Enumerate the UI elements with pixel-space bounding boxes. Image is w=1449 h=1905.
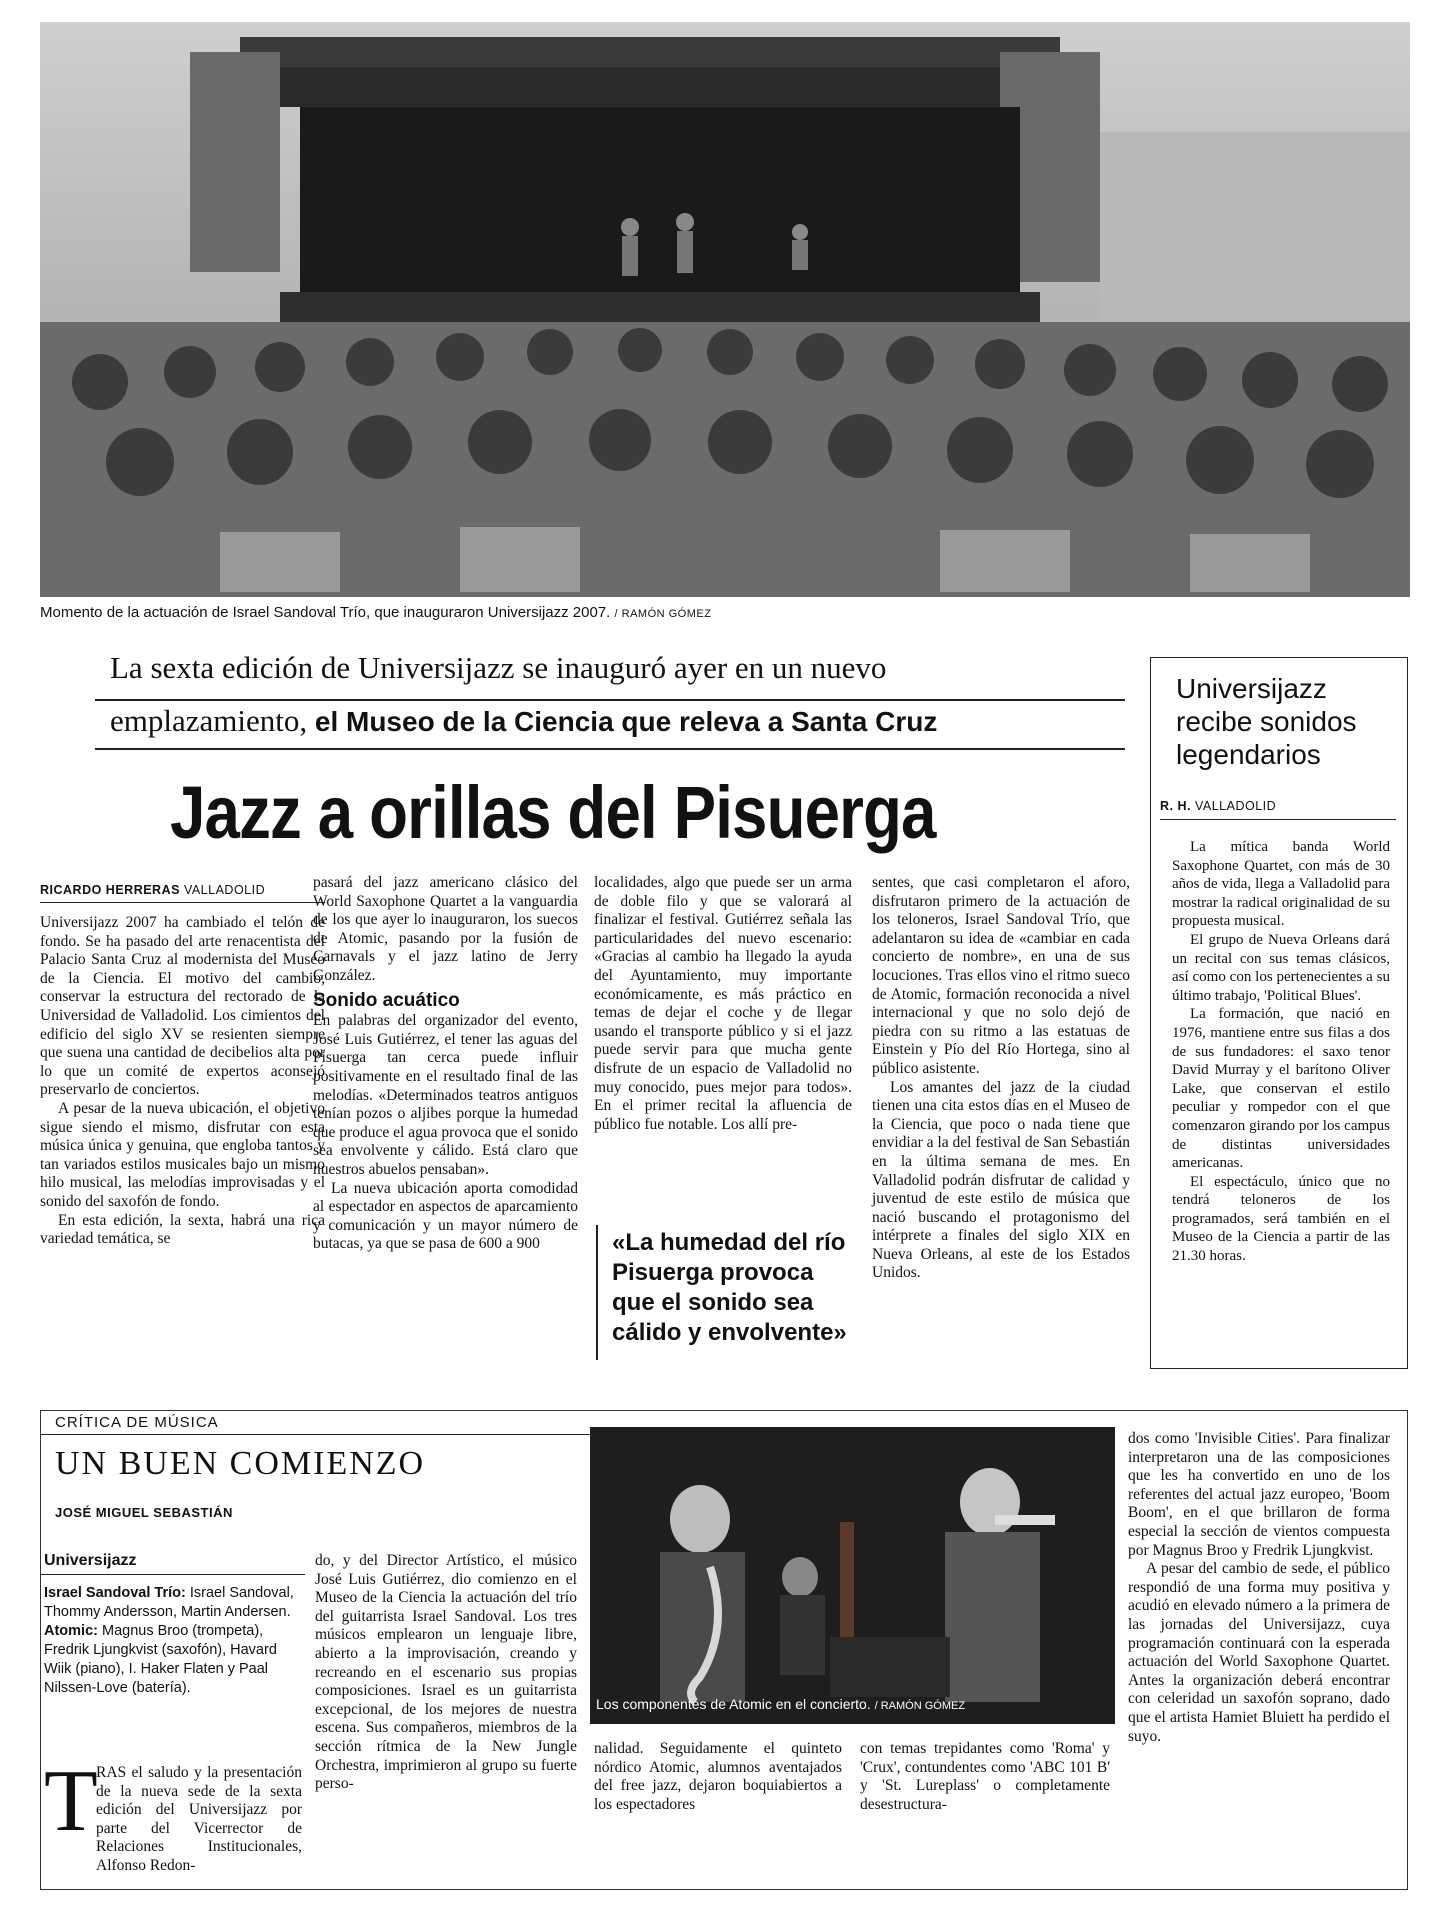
- section-subhead: Sonido acuático: [313, 989, 460, 1011]
- critica-event: Universijazz: [44, 1552, 137, 1569]
- paragraph: Los amantes del jazz de la ciudad tienen una cita estos días en el Museo de la Ciencia, que poco o nada tiene que envidiar a la del festival de San Sebastián en la última semana de mes. En Valladolid podrán disfrutar de calidad y juventud de este estilo de música que nació buscando el protagonismo del intérprete a finales del siglo XIX en Nueva Orleans, al este de los Estados Unidos.: [872, 1078, 1130, 1282]
- sidebar-byline-rule: [1160, 819, 1396, 820]
- byline-place: VALLADOLID: [183, 883, 266, 897]
- critica-column-2: [315, 1552, 577, 1794]
- photo-credit: / RAMÓN GÓMEZ: [874, 1700, 966, 1712]
- paragraph: El grupo de Nueva Orleans dará un recital con sus temas clásicos, así como con los pertenecientes a su último trabajo, 'Political Blues'.: [1172, 931, 1390, 1004]
- main-headline: Jazz a orillas del Pisuerga: [170, 771, 936, 854]
- article-column-2: [313, 874, 578, 1254]
- credit-text-2: Magnus Broo (trompeta), Fredrik Ljungkvist (saxofón), Havard Wiik (piano), I. Haker Flaten y Paal Nilssen-Love (batería).: [44, 1623, 277, 1696]
- kicker-plain: emplazamiento,: [110, 703, 308, 738]
- paragraph: Universijazz 2007 ha cambiado el telón de fondo. Se ha pasado del arte renacentista del Palacio Santa Cruz al modernista del Museo de la Ciencia. El motivo del cambio, conservar la estructura del rectorado de la Universidad de Valladolid. Los cimientos del edificio del siglo XV se resienten siempre que suena una cantidad de decibelios alta por lo que un comité de expertos aconsejó preservarlo de conciertos.: [40, 914, 325, 1099]
- paragraph: El espectáculo, único que no tendrá teloneros de los programados, será también en el Museo de la Ciencia a partir de las 21.30 horas.: [1172, 1173, 1390, 1265]
- byline-name: RICARDO HERRERAS: [40, 883, 180, 897]
- critica-section-label: CRÍTICA DE MÚSICA: [55, 1414, 219, 1431]
- atomic-band-photo: [590, 1427, 1115, 1724]
- caption-text: Los componentes de Atomic en el concierto.: [596, 1696, 871, 1712]
- critica-column-1: [44, 1753, 302, 1876]
- stage-scene-illustration: [40, 22, 1410, 597]
- pull-quote-rule: [596, 1225, 598, 1360]
- critica-credits: [44, 1584, 302, 1698]
- main-byline: [40, 883, 325, 897]
- photo-credit: / RAMÓN GÓMEZ: [614, 608, 712, 620]
- critica-title: UN BUEN COMIENZO: [55, 1445, 426, 1482]
- critica-column-4: [860, 1740, 1110, 1814]
- article-column-1: [40, 914, 325, 1249]
- critica-section-rule: [40, 1434, 590, 1435]
- paragraph: En palabras del organizador del evento, José Luis Gutiérrez, el tener las aguas del Pisuerga tan cerca puede influir positivamente en el resultado final de las melodías. «Determinados teatros antiguos tenían pozos o aljibes porque la humedad que produce el agua provoca que el sonido sea envolvente y cálido. Está claro que nuestros abuelos pensaban».: [313, 1012, 578, 1178]
- kicker-rule: [95, 699, 1125, 701]
- drop-cap: T: [44, 1753, 98, 1850]
- caption-text: Momento de la actuación de Israel Sandoval Trío, que inauguraron Universijazz 2007.: [40, 604, 611, 621]
- kicker-line-2: [110, 703, 937, 739]
- top-photo-caption: [40, 604, 1040, 621]
- article-column-3: [594, 874, 852, 1134]
- paragraph: A pesar del cambio de sede, el público respondió de una forma muy positiva y acudió en elevado número a la primera de las jornadas del Universijazz, cuya programación continuará con la esperada actuación del World Saxophone Quartet. Antes la organización deberá encontrar con celeridad un saxofón soprano, dado que el artista Hamiet Bluiett ha perdido el suyo.: [1128, 1560, 1390, 1745]
- critica-column-3: [594, 1740, 842, 1814]
- atomic-photo-caption: [596, 1696, 965, 1712]
- credit-group-2: Atomic:: [44, 1623, 98, 1639]
- sidebar-title: Universijazz recibe sonidos legendarios: [1176, 673, 1357, 770]
- paragraph: con temas trepidantes como 'Roma' y 'Crux', contundentes como 'ABC 101 B' y 'St. Lureplass' o completamente desestructura-: [860, 1740, 1110, 1813]
- sidebar-byline: [1160, 799, 1396, 813]
- byline-rule: [40, 902, 325, 903]
- band-illustration: [590, 1427, 1115, 1724]
- paragraph: pasará del jazz americano clásico del World Saxophone Quartet a la vanguardia de los que ayer lo inauguraron, los suecos de Atomic, pasando por la fusión de Carnavals y el jazz latino de Jerry González.: [313, 874, 578, 984]
- paragraph: La formación, que nació en 1976, mantiene entre sus filas a dos de sus fundadores: el saxo tenor David Murray y el barítono Oliver Lake, que conservan el estilo peculiar y rompedor con el que comenzaron girando por los campus de distintas universidades americanas.: [1172, 1006, 1390, 1172]
- critica-byline: JOSÉ MIGUEL SEBASTIÁN: [55, 1505, 233, 1520]
- paragraph: La nueva ubicación aporta comodidad al espectador en aspectos de aparcamiento y comunicación y un mayor número de butacas, ya que se pasa de 600 a 900: [313, 1179, 578, 1253]
- paragraph: En esta edición, la sexta, habrá una rica variedad temática, se: [40, 1211, 325, 1248]
- pull-quote: «La humedad del río Pisuerga provoca que el sonido sea cálido y envolvente»: [612, 1229, 847, 1346]
- credit-text-1: Israel Sandoval, Thommy Andersson, Martin Andersen.: [44, 1585, 294, 1620]
- critica-column-5: [1128, 1430, 1390, 1746]
- paragraph: RAS el saludo y la presentación de la nueva sede de la sexta edición del Universijazz por parte del Vicerrector de Relaciones Institucionales, Alfonso Redon-: [96, 1764, 302, 1874]
- sidebar-byline-name: R. H.: [1160, 799, 1191, 813]
- article-column-4: [872, 874, 1130, 1283]
- sidebar-byline-place: VALLADOLID: [1194, 799, 1277, 813]
- kicker-rule-bottom: [95, 748, 1125, 750]
- credit-group-1: Israel Sandoval Trío:: [44, 1585, 186, 1601]
- paragraph: A pesar de la nueva ubicación, el objetivo sigue siendo el mismo, disfrutar con esta música única y genuina, que engloba tantos y tan variados estilos musicales bajo un mismo hilo musical, las melodías improvisadas y el sonido del saxofón de fondo.: [40, 1099, 325, 1210]
- kicker-bold: el Museo de la Ciencia que releva a Santa Cruz: [314, 706, 938, 737]
- sidebar-text: [1172, 838, 1390, 1266]
- paragraph: sentes, que casi completaron el aforo, disfrutaron primero de la actuación de los teloneros, Israel Sandoval Trío, que adelantaron su idea de «cambiar en cada concierto de nombre», en una de sus locuciones. Tras ellos vino el ritmo sueco de Atomic, formación reconocida a nivel internacional y que no solo dejó de piedra con su ritmo a las estatuas de Einstein y Pío del Río Hortega, sino al público asistente.: [872, 874, 1130, 1077]
- paragraph: nalidad. Seguidamente el quinteto nórdico Atomic, alumnos aventajados del free jazz, dejaron boquiabiertos a los espectadores: [594, 1740, 842, 1813]
- paragraph: dos como 'Invisible Cities'. Para finalizar interpretaron una de las composiciones que les ha convertido en uno de los referentes del actual jazz europeo, 'Boom Boom', en el que brillaron de forma especial la sección de vientos compuesta por Magnus Broo y Fredrik Ljungkvist.: [1128, 1430, 1390, 1559]
- kicker-line-1: La sexta edición de Universijazz se inauguró ayer en un nuevo: [110, 650, 887, 685]
- concert-stage-photo: [40, 22, 1410, 597]
- paragraph: La mítica banda World Saxophone Quartet, con más de 30 años de vida, llega a Valladolid para mostrar la radical originalidad de su propuesta musical.: [1172, 839, 1390, 930]
- critica-event-rule: [40, 1574, 305, 1575]
- paragraph: localidades, algo que puede ser un arma de doble filo y que se valorará al finalizar el festival. Gutiérrez señala las particularidades del nuevo escenario: «Gracias al cambio ha llegado la ayuda del Ayuntamiento, muy importante económicamente, es más práctico en temas de dejar el coche y de llegar usando el transporte público y si el jazz puede servir para que mucha gente disfrute de un espacio de Valladolid no muy conocido, pues mejor para todos». En el primer recital la afluencia de público fue notable. Los allí pre-: [594, 874, 852, 1133]
- paragraph: do, y del Director Artístico, el músico José Luis Gutiérrez, dio comienzo en el Museo de la Ciencia la actuación del trío del guitarrista Israel Sandoval. Los tres músicos emplearon un lenguaje libre, abierto a la improvisación, creando y recreando en el escenario sus propias composiciones. Israel es un guitarrista excepcional, de los mejores de nuestra escena. Sus compañeros, miembros de la sección rítmica de la New Jungle Orchestra, imprimieron al grupo su fuerte perso-: [315, 1552, 577, 1793]
